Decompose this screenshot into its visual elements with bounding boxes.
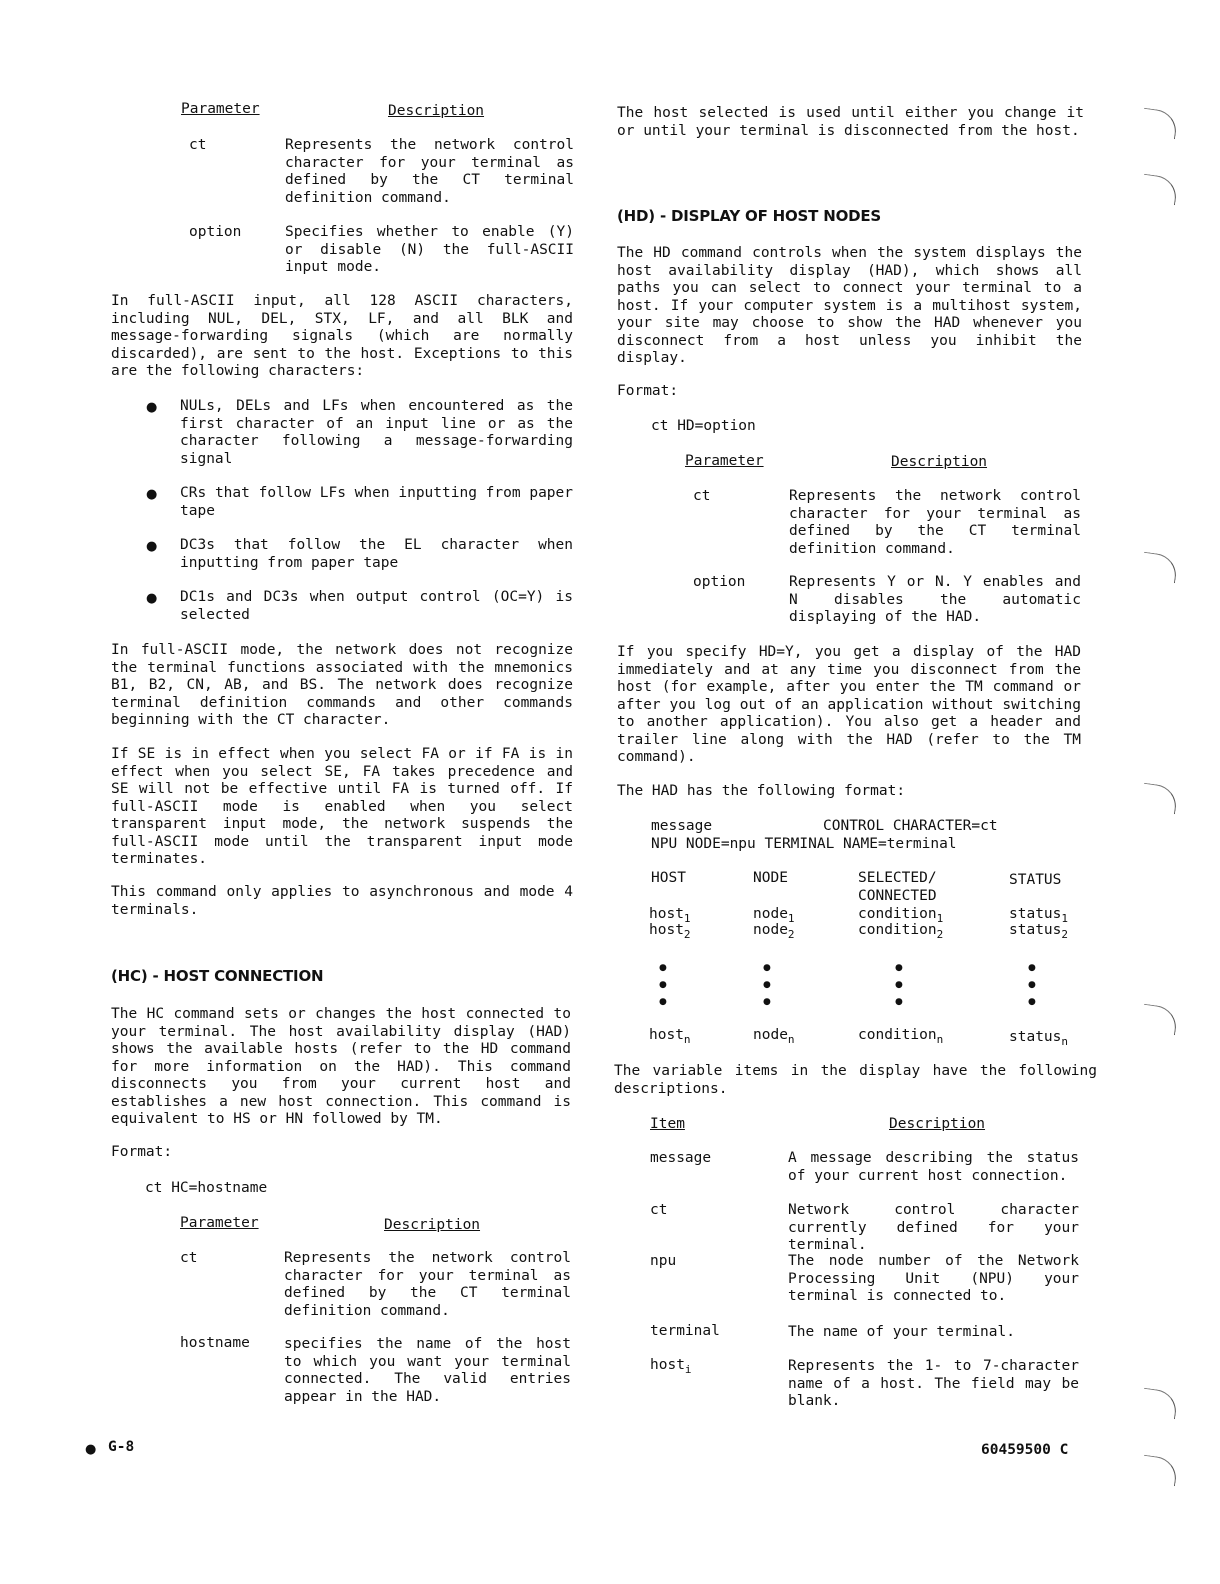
had-col-node: NODE <box>753 870 788 886</box>
document-number: 60459500 C <box>981 1442 1069 1458</box>
param-description: Represents the network control character for your terminal as defined by the CT terminal definition command. <box>789 488 1081 557</box>
punch-hole-mark-icon <box>1140 552 1178 584</box>
punch-hole-mark-icon <box>1140 174 1178 206</box>
paragraph: This command only applies to asynchronous and mode 4 terminals. <box>111 884 573 918</box>
param-description: Represents Y or N. Y enables and N disables the automatic displaying of the HAD. <box>789 574 1081 625</box>
item-description: Represents the 1- to 7-character name of a host. The field may be blank. <box>788 1358 1079 1409</box>
description-header: Description <box>889 1116 986 1132</box>
param-description: Represents the network control character for your terminal as defined by the CT terminal definition command. <box>284 1250 571 1319</box>
had-control-character: CONTROL CHARACTER=ct <box>823 818 998 834</box>
paragraph: In full-ASCII mode, the network does not recognize the terminal functions associated with the mnemonics B1, B2, CN, AB, and BS. The network does recognize terminal definition commands and other commands beginning with the CT character. <box>111 642 573 728</box>
list-item: CRs that follow LFs when inputting from paper tape <box>180 485 573 519</box>
paragraph: The HAD has the following format: <box>617 783 906 799</box>
had-host-cell: host$_2$ <box>649 922 691 941</box>
had-node-cell: node$_2$ <box>753 922 795 941</box>
punch-hole-mark-icon <box>1140 1004 1178 1036</box>
format-command: ct HD=option <box>651 418 756 434</box>
had-host-cell: host$_1$ <box>649 906 691 925</box>
ellipsis-dots-icon: ● ● ● <box>1028 963 1036 1007</box>
had-status-cell: status$_n$ <box>1009 1029 1069 1048</box>
bullet-icon: ● <box>146 487 158 502</box>
format-label: Format: <box>111 1144 173 1160</box>
had-col-selected: SELECTED/ <box>858 870 937 886</box>
list-item: NULs, DELs and LFs when encountered as the first character of an input line or as the character following a message-forwarding signal <box>180 398 573 467</box>
punch-hole-mark-icon <box>1140 783 1178 815</box>
paragraph: The variable items in the display have the following descriptions. <box>614 1063 1097 1097</box>
description-header: Description <box>891 454 988 470</box>
param-header: Parameter <box>181 101 260 117</box>
paragraph: The HD command controls when the system displays the host availability display (HAD), which shows all paths you can select to connect your terminal to a host. If your computer system is a multihost system, your site may choose to show the HAD whenever you disconnect from a host unless you inhibit the display. <box>617 245 1082 366</box>
item-description: A message describing the status of your current host connection. <box>788 1150 1079 1184</box>
had-status-cell: status$_2$ <box>1009 922 1069 941</box>
section-heading: (HC) - HOST CONNECTION <box>111 967 324 985</box>
param-name: option <box>693 574 746 590</box>
param-header: Parameter <box>180 1215 259 1231</box>
section-heading: (HD) - DISPLAY OF HOST NODES <box>617 207 882 225</box>
description-header: Description <box>384 1217 481 1233</box>
format-command: ct HC=hostname <box>145 1180 268 1196</box>
item-name: host$_i$ <box>650 1357 692 1376</box>
param-name: option <box>189 224 242 240</box>
had-message: message <box>651 818 713 834</box>
param-name: ct <box>189 137 207 153</box>
list-item: DC1s and DC3s when output control (OC=Y) is selected <box>180 589 573 623</box>
had-col-host: HOST <box>651 870 686 886</box>
format-label: Format: <box>617 383 679 399</box>
paragraph: The HC command sets or changes the host connected to your terminal. The host availability display (HAD) shows the available hosts (refer to the HD command for more information on the HAD). This command disconnects you from your current host and establishes a new host connection. This command is equivalent to HS or HN followed by TM. <box>111 1006 571 1127</box>
punch-hole-mark-icon <box>1140 1388 1178 1420</box>
param-name: ct <box>693 488 711 504</box>
item-description: Network control character currently defined for your terminal. <box>788 1202 1079 1253</box>
had-node-cell: node$_1$ <box>753 906 795 925</box>
had-col-status: STATUS <box>1009 872 1062 888</box>
had-condition-cell: condition$_n$ <box>858 1027 944 1046</box>
item-header: Item <box>650 1116 685 1132</box>
paragraph: The host selected is used until either you change it or until your terminal is disconnected from the host. <box>617 105 1084 139</box>
ellipsis-dots-icon: ● ● ● <box>895 963 903 1007</box>
item-name: message <box>650 1150 712 1166</box>
param-description: Specifies whether to enable (Y) or disable (N) the full-ASCII input mode. <box>285 224 574 275</box>
item-name: npu <box>650 1253 677 1269</box>
had-col-connected: CONNECTED <box>858 888 937 904</box>
item-description: The name of your terminal. <box>788 1324 1015 1340</box>
bullet-icon: ● <box>85 1442 97 1457</box>
item-description: The node number of the Network Processing Unit (NPU) your terminal is connected to. <box>788 1253 1079 1304</box>
ellipsis-dots-icon: ● ● ● <box>659 963 667 1007</box>
description-header: Description <box>388 103 485 119</box>
param-description: Represents the network control character for your terminal as defined by the CT terminal definition command. <box>285 137 574 206</box>
punch-hole-mark-icon <box>1140 1455 1178 1487</box>
paragraph: If SE is in effect when you select FA or if FA is in effect when you select SE, FA takes precedence and SE will not be effective until FA is turned off. If full-ASCII mode is enabled when you select transparent input mode, the network suspends the full-ASCII mode until the transparent input mode terminates. <box>111 746 573 867</box>
bullet-icon: ● <box>146 591 158 606</box>
item-name: ct <box>650 1202 668 1218</box>
punch-hole-mark-icon <box>1140 108 1178 140</box>
item-name: terminal <box>650 1323 720 1339</box>
had-status-cell: status$_1$ <box>1009 906 1069 925</box>
bullet-icon: ● <box>146 539 158 554</box>
had-condition-cell: condition$_1$ <box>858 906 944 925</box>
list-item: DC3s that follow the EL character when inputting from paper tape <box>180 537 573 571</box>
had-host-cell: host$_n$ <box>649 1027 691 1046</box>
param-header: Parameter <box>685 453 764 469</box>
had-condition-cell: condition$_2$ <box>858 922 944 941</box>
paragraph: If you specify HD=Y, you get a display of the HAD immediately and at any time you disconnect from the host (for example, after you enter the TM command or after you log out of an application without switching to another application). You also get a header and trailer line along with the HAD (refer to the TM command). <box>617 644 1081 765</box>
param-name: hostname <box>180 1335 250 1351</box>
paragraph: In full-ASCII input, all 128 ASCII characters, including NUL, DEL, STX, LF, and all BLK and message-forwarding signals (which are normally discarded), are sent to the host. Exceptions to this are the following characters: <box>111 293 573 379</box>
page-number: G-8 <box>108 1439 135 1455</box>
ellipsis-dots-icon: ● ● ● <box>763 963 771 1007</box>
bullet-icon: ● <box>146 400 158 415</box>
had-npu-line: NPU NODE=npu TERMINAL NAME=terminal <box>651 836 957 852</box>
param-name: ct <box>180 1250 198 1266</box>
had-node-cell: node$_n$ <box>753 1027 795 1046</box>
param-description: specifies the name of the host to which you want your terminal connected. The valid entries appear in the HAD. <box>284 1336 571 1405</box>
